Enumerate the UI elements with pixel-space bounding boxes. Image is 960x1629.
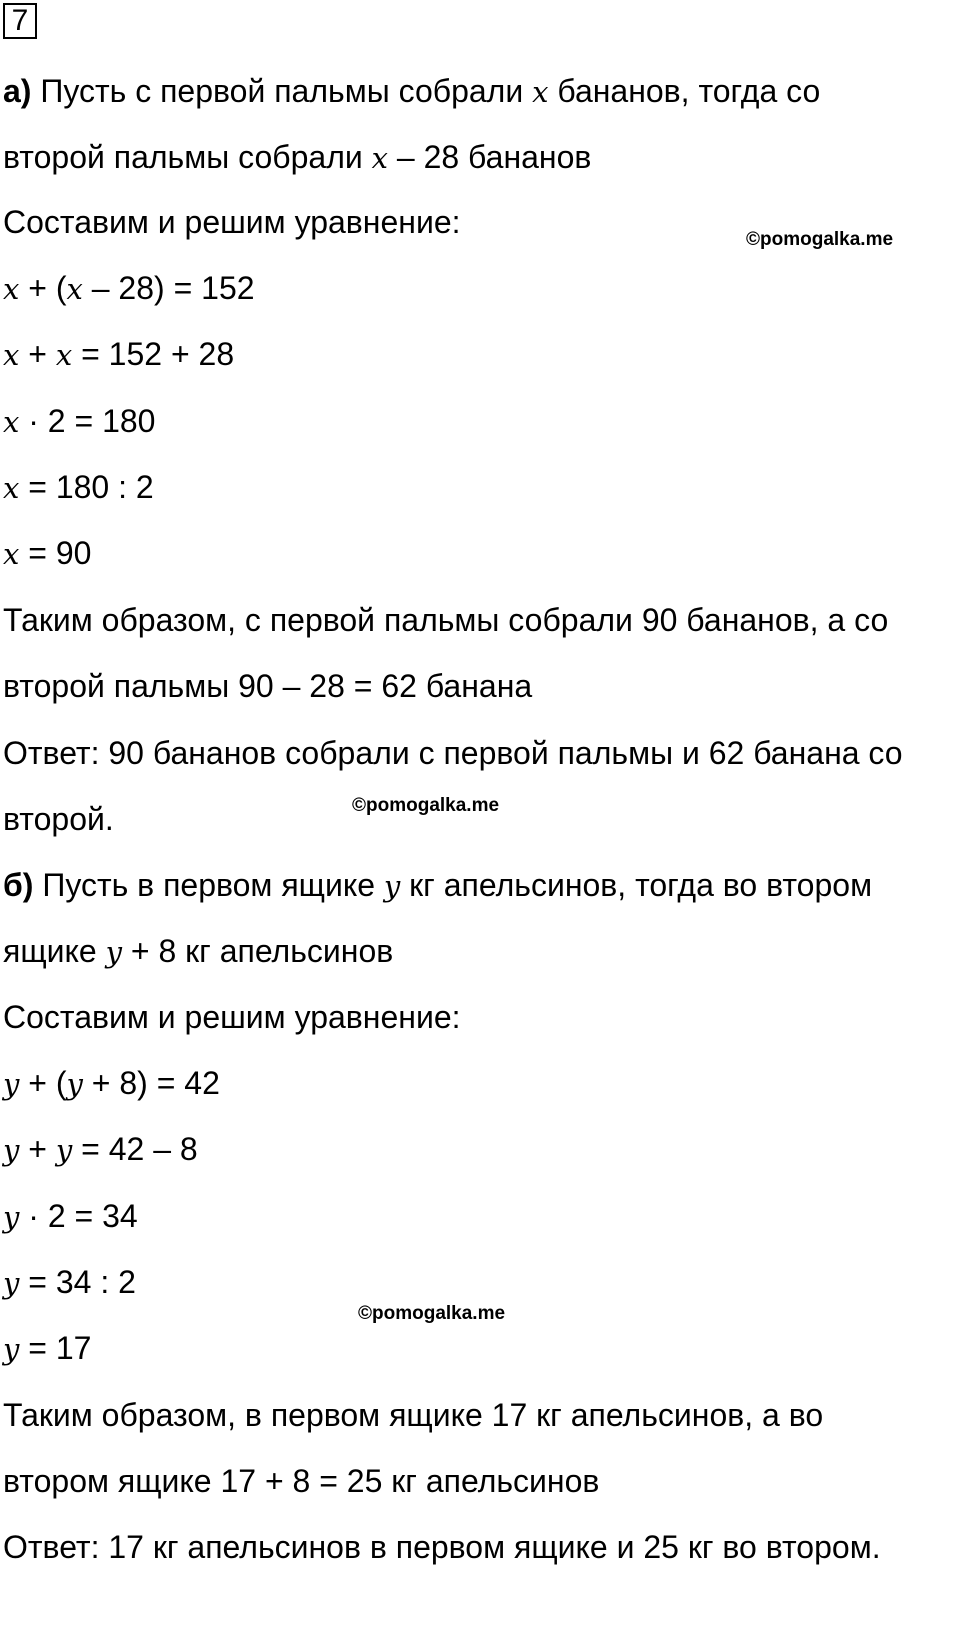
math-var-x: x bbox=[66, 272, 83, 306]
part-b-answer-1: Ответ: 17 кг апельсинов в первом ящике и 25 кг во втором. bbox=[3, 1529, 881, 1565]
part-a-heading: Составим и решим уравнение: bbox=[3, 204, 461, 240]
text: = 90 bbox=[19, 535, 92, 571]
math-var-y: y bbox=[3, 1200, 20, 1234]
text: = 180 : 2 bbox=[19, 469, 154, 505]
math-var-x: x bbox=[3, 272, 20, 306]
text: + 8 кг апельсинов bbox=[121, 933, 394, 969]
math-var-x: x bbox=[371, 141, 388, 175]
task-number: 7 bbox=[3, 3, 37, 39]
part-b-conclusion-2: втором ящике 17 + 8 = 25 кг апельсинов bbox=[3, 1463, 600, 1499]
math-var-x: x bbox=[3, 405, 20, 439]
watermark: ©pomogalka.me bbox=[746, 229, 894, 250]
math-var-x: x bbox=[3, 338, 20, 372]
part-b-equation-3 bbox=[3, 1196, 138, 1237]
text: = 17 bbox=[19, 1330, 92, 1366]
part-a-answer-1: Ответ: 90 бананов собрали с первой пальмы и 62 банана со bbox=[3, 735, 903, 771]
math-var-y: y bbox=[55, 1133, 73, 1167]
text: · 2 = 34 bbox=[19, 1198, 138, 1234]
math-var-x: x bbox=[3, 537, 20, 571]
text: Пусть в первом ящике bbox=[33, 867, 384, 903]
part-a-intro-pre: Пусть с первой пальмы собрали bbox=[31, 73, 533, 109]
text: – 28) = 152 bbox=[82, 270, 255, 306]
math-var-x: x bbox=[3, 471, 20, 505]
text: + bbox=[19, 1131, 56, 1167]
math-var-y: y bbox=[3, 1332, 20, 1366]
text: + 8) = 42 bbox=[82, 1065, 220, 1101]
math-var-y: y bbox=[3, 1067, 20, 1101]
part-b-equation-2 bbox=[3, 1129, 198, 1170]
part-a-intro-post: бананов, тогда со bbox=[548, 73, 821, 109]
math-var-y: y bbox=[66, 1067, 83, 1101]
text: второй пальмы собрали bbox=[3, 139, 372, 175]
part-a-conclusion-1: Таким образом, с первой пальмы собрали 90 бананов, а со bbox=[3, 602, 889, 638]
part-b-label: б) bbox=[3, 867, 34, 903]
part-a-intro-line-2 bbox=[3, 137, 591, 178]
text: – 28 бананов bbox=[387, 139, 592, 175]
part-a-equation-2 bbox=[3, 334, 234, 375]
watermark: ©pomogalka.me bbox=[352, 795, 500, 816]
part-a-equation-4 bbox=[3, 467, 154, 508]
math-var-y: y bbox=[383, 869, 401, 903]
part-b-intro-line-1 bbox=[3, 865, 872, 906]
part-b-intro-line-2 bbox=[3, 931, 393, 972]
text: · 2 = 180 bbox=[19, 403, 156, 439]
math-var-y: y bbox=[105, 935, 122, 969]
part-b-heading: Составим и решим уравнение: bbox=[3, 999, 461, 1035]
part-a-label: а) bbox=[3, 73, 32, 109]
part-a-intro-line-1 bbox=[3, 71, 820, 112]
part-b-equation-1 bbox=[3, 1063, 220, 1104]
text: ящике bbox=[3, 933, 106, 969]
part-b-equation-4 bbox=[3, 1262, 136, 1303]
watermark: ©pomogalka.me bbox=[358, 1303, 506, 1324]
math-var-y: y bbox=[3, 1266, 20, 1300]
part-a-equation-3 bbox=[3, 401, 155, 442]
part-a-equation-5 bbox=[3, 533, 91, 574]
text: = 42 – 8 bbox=[72, 1131, 198, 1167]
text: кг апельсинов, тогда во втором bbox=[400, 867, 873, 903]
part-a-answer-2: второй. bbox=[3, 801, 114, 837]
text: + ( bbox=[19, 1065, 67, 1101]
part-b-equation-5 bbox=[3, 1328, 91, 1369]
part-b-conclusion-1: Таким образом, в первом ящике 17 кг апельсинов, а во bbox=[3, 1397, 824, 1433]
text: + bbox=[19, 336, 56, 372]
math-var-y: y bbox=[3, 1133, 20, 1167]
math-var-x: x bbox=[532, 75, 549, 109]
math-var-x: x bbox=[55, 338, 73, 372]
text: = 34 : 2 bbox=[19, 1264, 136, 1300]
part-a-conclusion-2: второй пальмы 90 – 28 = 62 банана bbox=[3, 668, 533, 704]
text: = 152 + 28 bbox=[72, 336, 235, 372]
part-a-equation-1 bbox=[3, 268, 255, 309]
text: + ( bbox=[19, 270, 67, 306]
